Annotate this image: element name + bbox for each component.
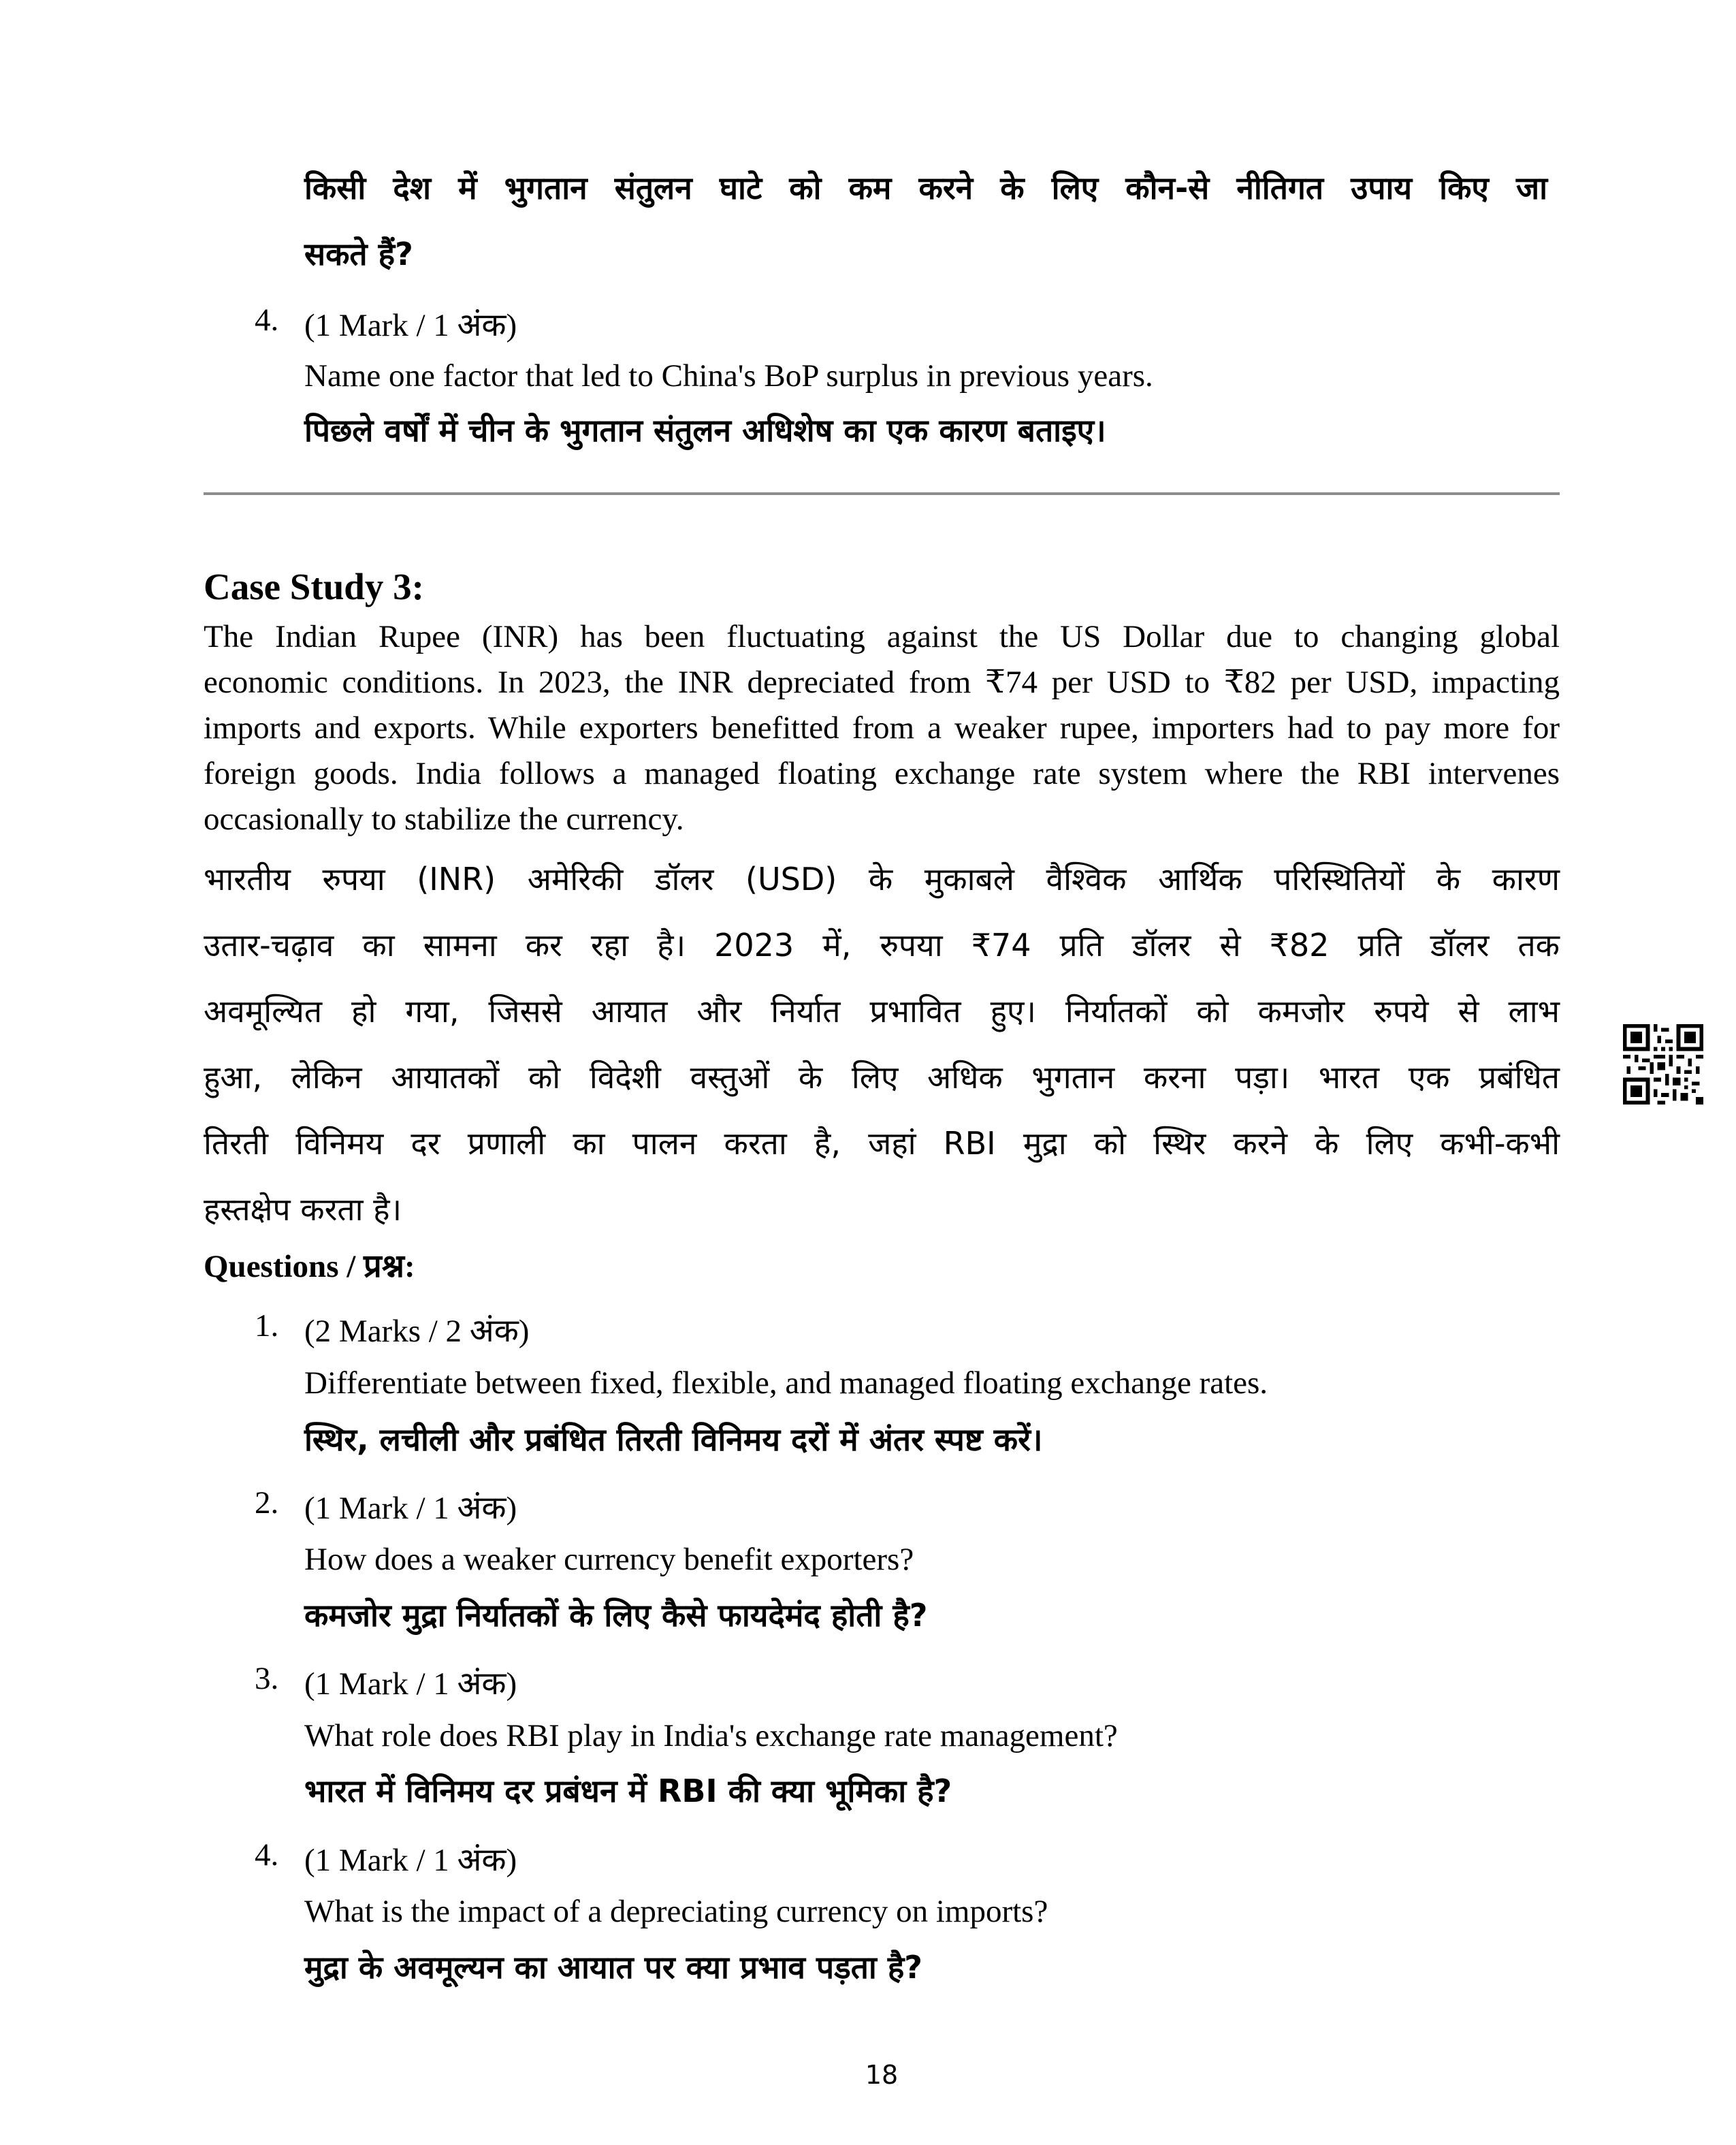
- case-english-line: foreign goods. India follows a managed floating exchange rate system where the RBI intervenes: [204, 756, 1560, 791]
- question-hindi: स्थिर, लचीली और प्रबंधित तिरती विनिमय दरों में अंतर स्पष्ट करें।: [304, 1421, 1043, 1458]
- question-hindi: कमजोर मुद्रा निर्यातकों के लिए कैसे फायदेमंद होती है?: [304, 1597, 928, 1634]
- hindi-question-line-2: सकते हैं?: [304, 236, 413, 272]
- case-hindi-line: हुआ, लेकिन आयातकों को विदेशी वस्तुओं के लिए अधिक भुगतान करना पड़ा। भारत एक प्रबंधित: [204, 1059, 1560, 1096]
- question-english: Differentiate between fixed, flexible, and managed floating exchange rates.: [304, 1365, 1268, 1401]
- question-number: 4.: [255, 1837, 279, 1873]
- question-number: 2.: [255, 1485, 279, 1521]
- question-marks: (2 Marks / 2 अंक): [304, 1314, 530, 1349]
- question-marks: (1 Mark / 1 अंक): [304, 308, 517, 343]
- question-marks: (1 Mark / 1 अंक): [304, 1491, 517, 1526]
- question-english: What is the impact of a depreciating currency on imports?: [304, 1894, 1048, 1929]
- question-number: 4.: [255, 302, 279, 338]
- case-english-line: economic conditions. In 2023, the INR depreciated from ₹74 per USD to ₹82 per USD, impacting: [204, 665, 1560, 700]
- hindi-question-line-1: किसी देश में भुगतान संतुलन घाटे को कम करने के लिए कौन-से नीतिगत उपाय किए जा: [304, 170, 1547, 206]
- question-hindi: पिछले वर्षों में चीन के भुगतान संतुलन अधिशेष का एक कारण बताइए।: [304, 412, 1106, 449]
- question-english: How does a weaker currency benefit exporters?: [304, 1542, 914, 1577]
- question-hindi: मुद्रा के अवमूल्यन का आयात पर क्या प्रभाव पड़ता है?: [304, 1949, 922, 1986]
- case-hindi-line: उतार-चढ़ाव का सामना कर रहा है। 2023 में, रुपया ₹74 प्रति डॉलर से ₹82 प्रति डॉलर तक: [204, 927, 1560, 964]
- question-marks: (1 Mark / 1 अंक): [304, 1666, 517, 1702]
- question-hindi: भारत में विनिमय दर प्रबंधन में RBI की क्या भूमिका है?: [304, 1773, 952, 1809]
- question-english: Name one factor that led to China's BoP surplus in previous years.: [304, 358, 1153, 394]
- case-hindi-line: अवमूल्यित हो गया, जिससे आयात और निर्यात प्रभावित हुए। निर्यातकों को कमजोर रुपये से लाभ: [204, 993, 1560, 1030]
- case-english-line: The Indian Rupee (INR) has been fluctuating against the US Dollar due to changing global: [204, 619, 1560, 654]
- page-number: 18: [865, 2060, 899, 2090]
- case-hindi-line: तिरती विनिमय दर प्रणाली का पालन करता है, जहां RBI मुद्रा को स्थिर करने के लिए कभी-कभी: [204, 1125, 1560, 1162]
- case-hindi-line: भारतीय रुपया (INR) अमेरिकी डॉलर (USD) के मुकाबले वैश्विक आर्थिक परिस्थितियों के कारण: [204, 861, 1560, 897]
- case-study-heading: Case Study 3:: [204, 566, 424, 607]
- case-english-line: imports and exports. While exporters benefitted from a weaker rupee, importers had to pay more for: [204, 710, 1560, 746]
- case-hindi-line: हस्तक्षेप करता है।: [204, 1191, 402, 1228]
- questions-heading: Questions / प्रश्न:: [204, 1249, 415, 1284]
- case-english-line: occasionally to stabilize the currency.: [204, 801, 684, 837]
- question-english: What role does RBI play in India's exchange rate management?: [304, 1718, 1118, 1753]
- question-marks: (1 Mark / 1 अंक): [304, 1843, 517, 1878]
- section-divider: [204, 492, 1560, 495]
- qr-code-icon[interactable]: [1623, 1024, 1703, 1105]
- question-number: 1.: [255, 1308, 279, 1344]
- question-number: 3.: [255, 1661, 279, 1696]
